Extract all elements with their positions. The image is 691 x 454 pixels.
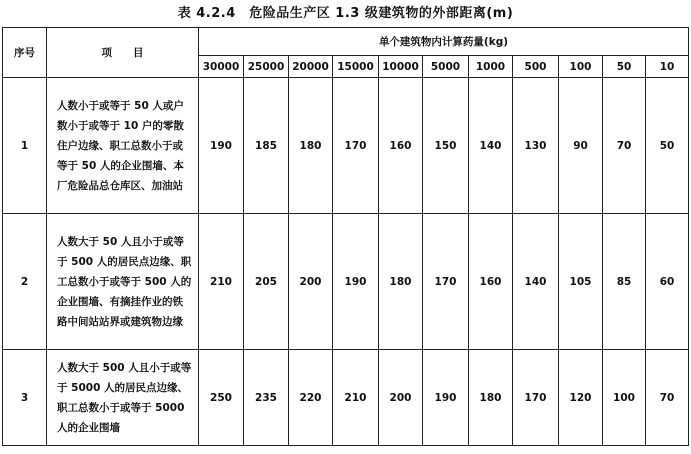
table-cell: 85: [603, 214, 646, 350]
table-cell: 250: [199, 350, 244, 446]
table-cell: 130: [513, 78, 559, 214]
table-cell: 60: [646, 214, 689, 350]
table-cell: 205: [244, 214, 289, 350]
table-cell: 70: [603, 78, 646, 214]
header-no: 序号: [3, 28, 47, 78]
table-cell: 120: [559, 350, 603, 446]
header-qty: 30000: [199, 56, 244, 78]
table-cell: 210: [333, 350, 379, 446]
row-item: 人数小于或等于 50 人或户数小于或等于 10 户的零散住户边缘、职工总数小于或等于 50 人的企业围墙、本厂危险品总仓库区、加油站: [47, 78, 199, 214]
table-caption: 表 4.2.4 危险品生产区 1.3 级建筑物的外部距离(m): [177, 6, 514, 21]
table-cell: 220: [289, 350, 333, 446]
table-cell: 170: [333, 78, 379, 214]
table-cell: 170: [513, 350, 559, 446]
table-cell: 70: [646, 350, 689, 446]
table-cell: 200: [289, 214, 333, 350]
table-cell: 210: [199, 214, 244, 350]
row-item: 人数大于 50 人且小于或等于 500 人的居民点边缘、职工总数小于或等于 500 人的企业围墙、有摘挂作业的铁路中间站站界或建筑物边缘: [47, 214, 199, 350]
table-cell: 100: [603, 350, 646, 446]
table-cell: 140: [513, 214, 559, 350]
header-qty: 50: [603, 56, 646, 78]
header-qty: 500: [513, 56, 559, 78]
table-cell: 185: [244, 78, 289, 214]
table-cell: 180: [379, 214, 423, 350]
table-cell: 150: [423, 78, 469, 214]
table-cell: 190: [333, 214, 379, 350]
header-qty: 20000: [289, 56, 333, 78]
table-cell: 105: [559, 214, 603, 350]
header-qty: 15000: [333, 56, 379, 78]
header-item: 项 目: [47, 28, 199, 78]
header-qty: 100: [559, 56, 603, 78]
table-cell: 160: [469, 214, 513, 350]
table-cell: 200: [379, 350, 423, 446]
table-cell: 190: [199, 78, 244, 214]
table-cell: 90: [559, 78, 603, 214]
table-cell: 160: [379, 78, 423, 214]
table-cell: 140: [469, 78, 513, 214]
table-cell: 180: [469, 350, 513, 446]
header-qty: 25000: [244, 56, 289, 78]
table-cell: 235: [244, 350, 289, 446]
distance-table: [2, 27, 689, 446]
header-quantity-group: 单个建筑物内计算药量(kg): [199, 28, 689, 56]
header-qty: 10000: [379, 56, 423, 78]
header-qty: 5000: [423, 56, 469, 78]
table-row: [3, 350, 689, 446]
row-item: 人数大于 500 人且小于或等于 5000 人的居民点边缘、职工总数小于或等于 5000 人的企业围墙: [47, 350, 199, 446]
row-number: 3: [3, 350, 47, 446]
header-qty: 1000: [469, 56, 513, 78]
header-qty: 10: [646, 56, 689, 78]
row-number: 2: [3, 214, 47, 350]
row-number: 1: [3, 78, 47, 214]
table-cell: 180: [289, 78, 333, 214]
table-cell: 190: [423, 350, 469, 446]
table-cell: 170: [423, 214, 469, 350]
table-row: [3, 78, 689, 214]
table-cell: 50: [646, 78, 689, 214]
header-row-1: [3, 28, 689, 56]
table-row: [3, 214, 689, 350]
